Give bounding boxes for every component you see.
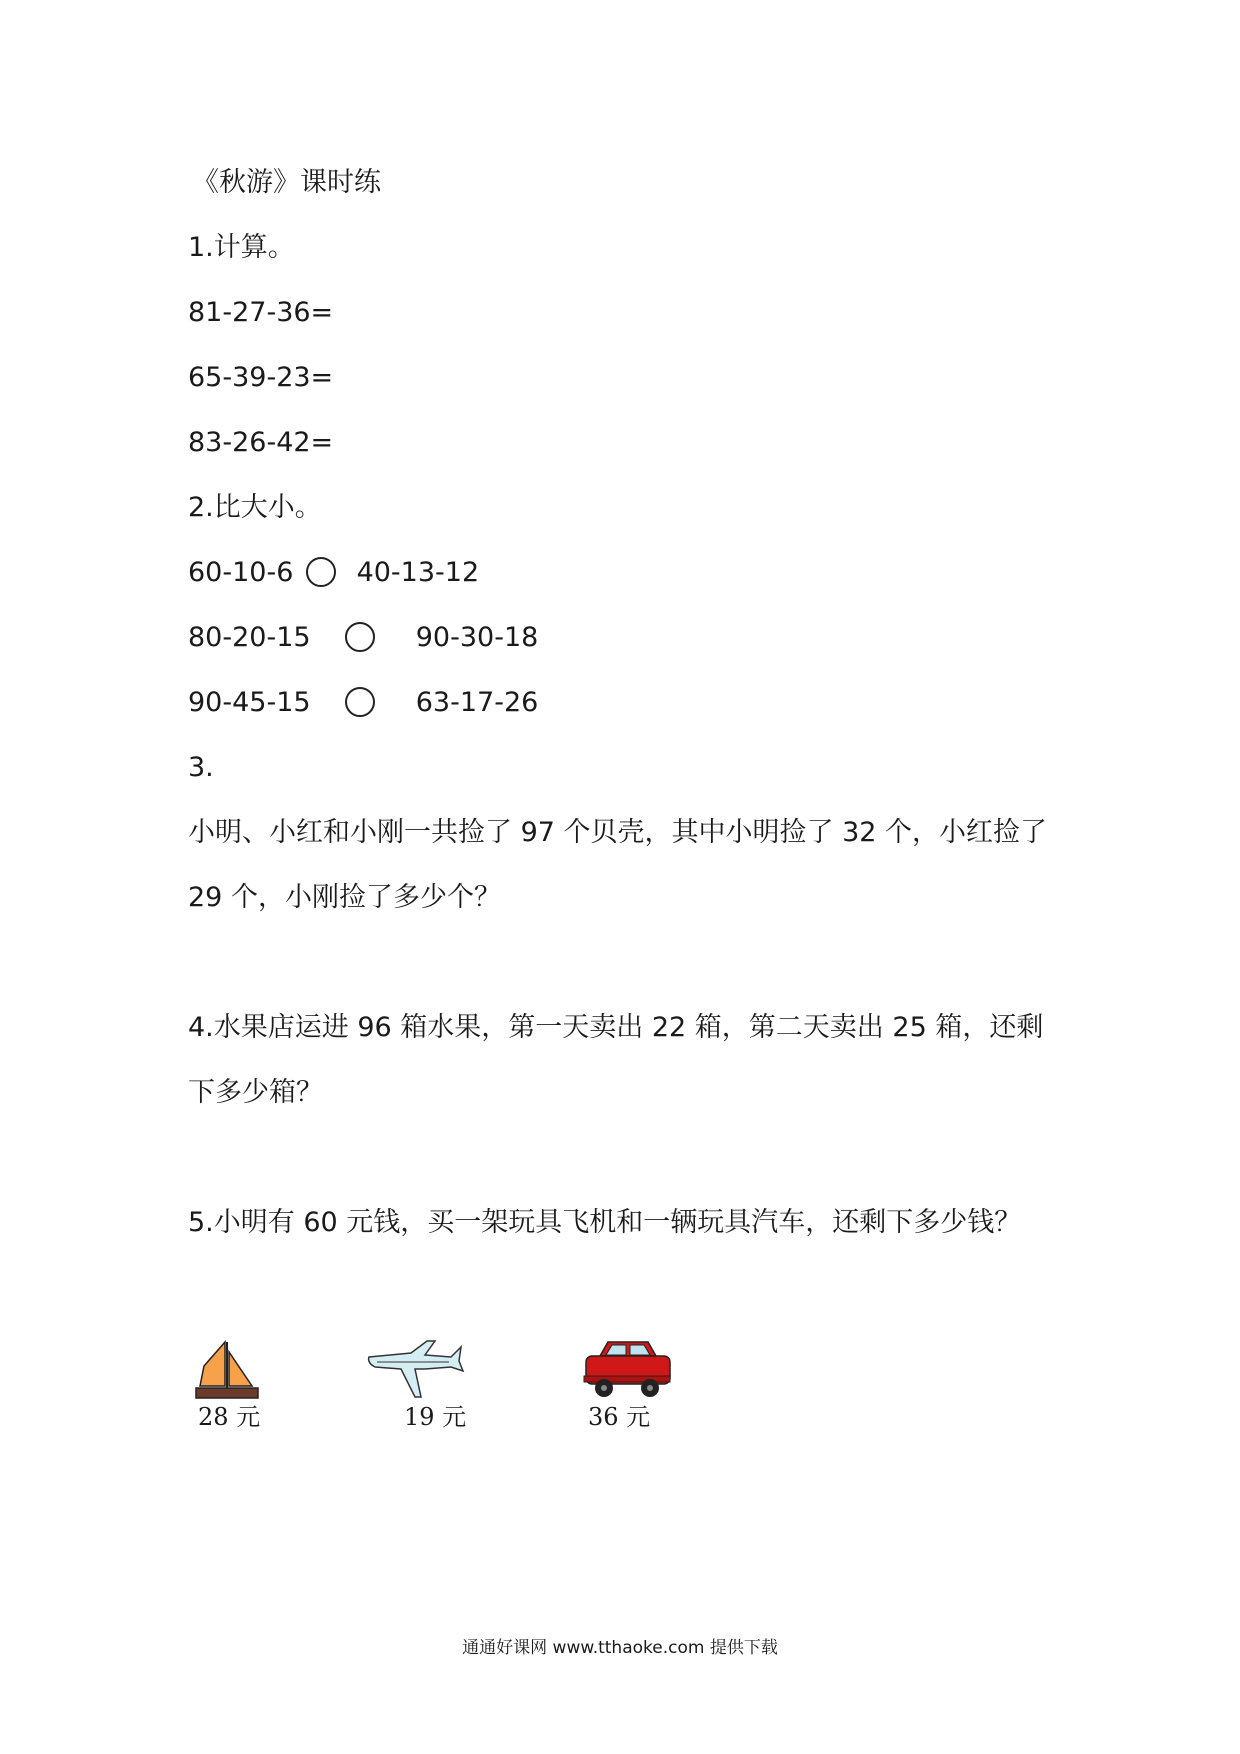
q4-text: 4.水果店运进 96 箱水果，第一天卖出 22 箱，第二天卖出 25 箱，还剩下多少箱？ [188, 1012, 1044, 1108]
compare-row [188, 555, 479, 591]
compare-row [188, 620, 538, 656]
q2-heading: 2.比大小。 [188, 492, 322, 523]
q3-number: 3. [188, 752, 214, 783]
compare-circle[interactable] [345, 622, 375, 652]
compare-right: 40-13-12 [356, 557, 480, 588]
compare-right: 63-17-26 [415, 687, 539, 718]
q3-text: 小明、小红和小刚一共捡了 97 个贝壳，其中小明捡了 32 个，小红捡了 29 个，小刚捡了多少个？ [188, 817, 1048, 913]
q1-item: 81-27-36= [188, 297, 334, 328]
toy-price: 36 元 [588, 1403, 651, 1431]
q1-heading: 1.计算。 [188, 232, 295, 263]
sailboat-icon [192, 1340, 262, 1402]
compare-circle[interactable] [306, 557, 336, 587]
compare-right: 90-30-18 [415, 622, 539, 653]
q1-item: 65-39-23= [188, 362, 334, 393]
compare-left: 60-10-6 [188, 557, 294, 588]
car-icon [582, 1338, 672, 1404]
airplane-icon [365, 1335, 465, 1403]
toy-price: 19 元 [404, 1403, 467, 1431]
worksheet-title: 《秋游》课时练 [192, 167, 381, 198]
footer-credit: 通通好课网 www.tthaoke.com 提供下载 [462, 1638, 778, 1658]
compare-left: 80-20-15 [188, 622, 311, 653]
compare-left: 90-45-15 [188, 687, 311, 718]
compare-circle[interactable] [345, 687, 375, 717]
q1-item: 83-26-42= [188, 427, 334, 458]
toy-price: 28 元 [198, 1403, 261, 1431]
compare-row [188, 685, 538, 721]
q5-text: 5.小明有 60 元钱，买一架玩具飞机和一辆玩具汽车，还剩下多少钱？ [188, 1207, 1022, 1238]
